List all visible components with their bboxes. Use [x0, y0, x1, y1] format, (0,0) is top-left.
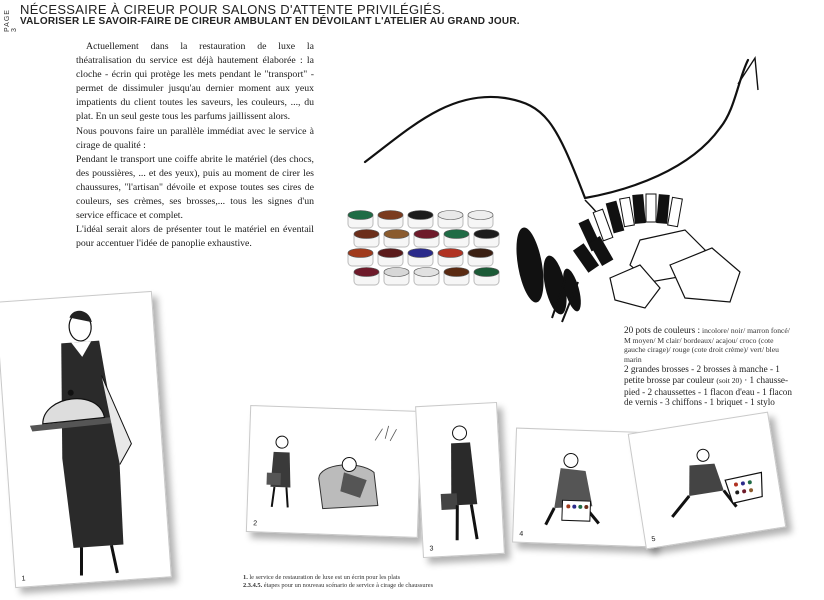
- pots-title: 20 pots de couleurs :: [624, 325, 701, 335]
- sketch-photo-5: [628, 412, 787, 550]
- standing-shiner-sketch: [416, 403, 504, 557]
- kit-open-sketch: [629, 413, 785, 548]
- contents-line: [624, 364, 796, 407]
- photo-number: 3: [429, 545, 434, 553]
- body-paragraph: Nous pouvons faire un parallèle immédiat avec le service à cirage de qualité :: [76, 125, 314, 151]
- page-title: NÉCESSAIRE À CIREUR POUR SALONS D'ATTENTE PRIVILÉGIÉS.: [20, 2, 446, 17]
- polish-pot: [438, 249, 463, 267]
- polish-pot: [354, 230, 379, 248]
- figure-captions: [243, 574, 573, 590]
- polish-pot: [438, 211, 463, 229]
- caption-number: 1.: [243, 574, 248, 581]
- sketch-photo-2: [246, 405, 422, 538]
- pots-line: [624, 325, 796, 364]
- pots-detail: incolore/ noir/ marron foncé/ M moyen/ M clair/ bordeaux/ acajou/ croco (cote gauche cirage)/ rouge (cote droit crème)/ vert/ bleu marin: [624, 326, 790, 364]
- caption-text: le service de restauration de luxe est un écrin pour les plats: [249, 574, 401, 581]
- polish-pot: [384, 268, 409, 286]
- cloths: [610, 230, 740, 308]
- polish-pot: [348, 211, 373, 229]
- photo-number: 2: [253, 520, 258, 528]
- polish-pot: [444, 268, 469, 286]
- kit-contents: [624, 325, 796, 408]
- polish-pot: [354, 268, 379, 286]
- photo-number: 1: [21, 575, 26, 583]
- kit-cover-outline: [365, 60, 748, 198]
- page-subtitle: VALORISER LE SAVOIR-FAIRE DE CIREUR AMBULANT EN DÉVOILANT L'ATELIER AU GRAND JOUR.: [20, 16, 520, 27]
- kit-drawing: [340, 50, 795, 325]
- sketch-photo-1: [0, 291, 172, 588]
- body-text: [76, 40, 314, 251]
- photo-number: 5: [651, 535, 657, 544]
- caption-line: [243, 574, 573, 582]
- polish-pot: [384, 230, 409, 248]
- polish-pot: [474, 268, 499, 286]
- shoe-shine-kit-illustration: [340, 50, 795, 325]
- page-tag: PAGE 3: [4, 9, 18, 32]
- brushes-note: (soit 20): [716, 375, 742, 385]
- body-paragraph: Pendant le transport une coiffe abrite le matériel (des chocs, des poussières, ... et des yeux), puis au moment de cirer les chaussures, "l'artisan" dévoile et expose toutes ses cires de couleurs, ses crèmes, ses brosses,... tous les signes d'un service efficace et complet.: [76, 153, 314, 222]
- polish-pot: [378, 211, 403, 229]
- body-paragraph: L'idéal serait alors de présenter tout le matériel en éventail pour accentuer l'idée de panoplie exhaustive.: [76, 224, 314, 250]
- polish-pot: [414, 268, 439, 286]
- photo-number: 4: [519, 530, 524, 538]
- sketch-photo-3: [415, 402, 505, 558]
- polish-pot: [474, 230, 499, 248]
- kit-cover-outline: [738, 58, 758, 90]
- lounge-scene-sketch: [247, 406, 421, 537]
- body-paragraph: Actuellement dans la restauration de luxe la théatralisation du service est déjà hautement élaborée : la cloche - écrin qui protège les mets pendant le "transport" - permet de dissimuler jusqu'au dernier moment aux yeux impatients du client toutes les saveurs, les couleurs, ..., du plat. En un seul geste tous les parfums jaillissent alors.: [76, 41, 314, 123]
- polish-pot: [468, 249, 493, 267]
- polish-pot: [444, 230, 469, 248]
- rest-line: · 1 chausse-pied - 2 chaussettes - 1 flacon d'eau - 1 flacon de vernis - 3 chiffons - 1 briquet - 1 stylo: [624, 374, 792, 408]
- polish-pot-grid: [348, 211, 499, 286]
- waiter-with-cloche-sketch: [0, 292, 171, 587]
- caption-number: 2.3.4.5.: [243, 582, 263, 589]
- caption-text: étapes pour un nouveau scénario de service à cirage de chaussures: [263, 582, 434, 589]
- polish-pot: [414, 230, 439, 248]
- polish-pot: [408, 211, 433, 229]
- polish-pot: [408, 249, 433, 267]
- brushes: [512, 225, 585, 322]
- brushes-line: 2 grandes brosses - 2 brosses à manche - 1 petite brosse par couleur: [624, 364, 780, 385]
- polish-pot: [378, 249, 403, 267]
- polish-pot: [468, 211, 493, 229]
- polish-pot: [348, 249, 373, 267]
- caption-line: [243, 582, 573, 590]
